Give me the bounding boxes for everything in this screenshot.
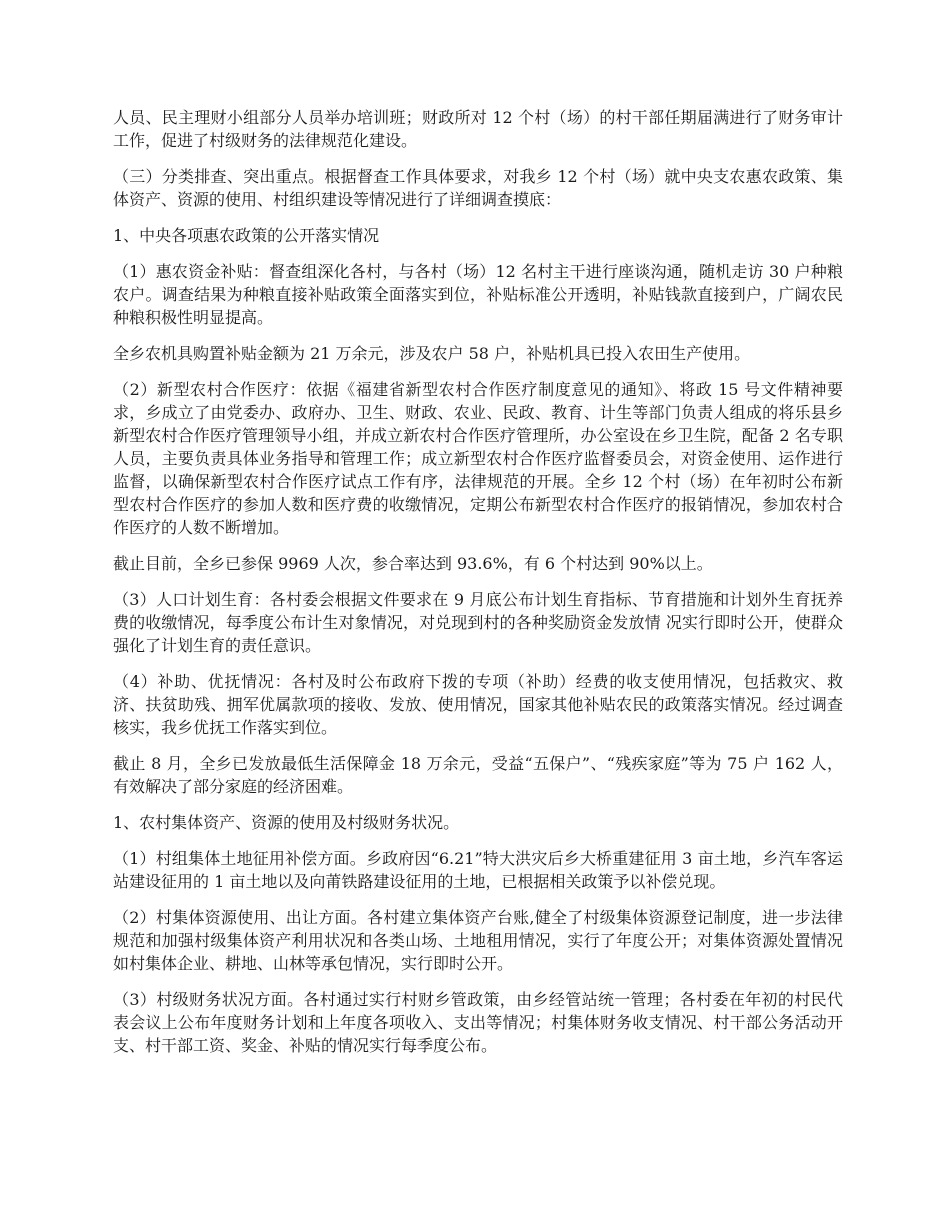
- subheading-policy-implementation: 1、中央各项惠农政策的公开落实情况: [113, 226, 380, 245]
- subheading-collective-assets: 1、农村集体资产、资源的使用及村级财务状况。: [113, 813, 460, 832]
- paragraph-minimum-living: 截止 8 月，全乡已发放最低生活保障金 18 万余元，受益“五保户”、“残疾家庭”等为 75 户 162 人，有效解决了部分家庭的经济困难。: [113, 754, 843, 796]
- paragraph-village-finance: （3）村级财务状况方面。各村通过实行村财乡管政策，由乡经管站统一管理；各村委在年初的村民代表会议上公布年度财务计划和上年度各项收入、支出等情况；村集体财务收支情况、村干部公务活动开支、村干部工资、奖金、补贴的情况实行每季度公布。: [113, 990, 843, 1055]
- paragraph-machinery-subsidy: 全乡农机具购置补贴金额为 21 万余元，涉及农户 58 户，补贴机具已投入农田生产使用。: [113, 344, 751, 363]
- document-page: [113, 106, 843, 1070]
- paragraph-land-compensation: （1）村组集体土地征用补偿方面。乡政府因“6.21”特大洪灾后乡大桥重建征用 3 亩土地，乡汽车客运站建设征用的 1 亩土地以及向莆铁路建设征用的土地，已根据相关政策予以补偿兑现。: [113, 849, 843, 891]
- paragraph-resource-usage: （2）村集体资源使用、出让方面。各村建立集体资产台账,健全了村级集体资源登记制度，进一步法律规范和加强村级集体资产利用状况和各类山场、土地租用情况，实行了年度公开；对集体资源处置情况如村集体企业、耕地、山林等承包情况，实行即时公开。: [113, 908, 843, 973]
- paragraph-subsidy-funds: （1）惠农资金补贴：督查组深化各村，与各村（场）12 名村主干进行座谈沟通，随机走访 30 户种粮农户。调查结果为种粮直接补贴政策全面落实到位，补贴标准公开透明，补贴钱款直接到户，广阔农民种粮积极性明显提高。: [113, 262, 843, 327]
- paragraph-rural-medical: （2）新型农村合作医疗：依据《福建省新型农村合作医疗制度意见的通知》、将政 15 号文件精神要求，乡成立了由党委办、政府办、卫生、财政、农业、民政、教育、计生等部门负责人组成的将乐县乡新型农村合作医疗管理领导小组，并成立新农村合作医疗管理所，办公室设在乡卫生院，配备 2 名专职人员，主要负责具体业务指导和管理工作；成立新型农村合作医疗监督委员会，对资金使用、运作进行监督，以确保新型农村合作医疗试点工作有序，法律规范的开展。全乡 12 个村（场）在年初时公布新型农村合作医疗的参加人数和医疗费的收缴情况，定期公布新型农村合作医疗的报销情况，参加农村合作医疗的人数不断增加。: [113, 380, 843, 537]
- paragraph-subsidy-care: （4）补助、优抚情况：各村及时公布政府下拨的专项（补助）经费的收支使用情况，包括救灾、救济、扶贫助残、拥军优属款项的接收、发放、使用情况，国家其他补贴农民的政策落实情况。经过调查核实，我乡优抚工作落实到位。: [113, 672, 843, 737]
- paragraph-finance-training: 人员、民主理财小组部分人员举办培训班；财政所对 12 个村（场）的村干部任期届满进行了财务审计工作，促进了村级财务的法律规范化建设。: [113, 108, 843, 150]
- paragraph-family-planning: （3）人口计划生育：各村委会根据文件要求在 9 月底公布计划生育指标、节育措施和计划外生育抚养费的收缴情况，每季度公布计生对象情况，对兑现到村的各种奖励资金发放情 况实行即时公开，使群众强化了计划生育的责任意识。: [113, 590, 843, 655]
- paragraph-insurance-stats: 截止目前，全乡已参保 9969 人次，参合率达到 93.6%，有 6 个村达到 90%以上。: [113, 554, 713, 573]
- paragraph-section-3-heading: （三）分类排查、突出重点。根据督查工作具体要求，对我乡 12 个村（场）就中央支农惠农政策、集体资产、资源的使用、村组织建设等情况进行了详细调查摸底：: [113, 167, 843, 209]
